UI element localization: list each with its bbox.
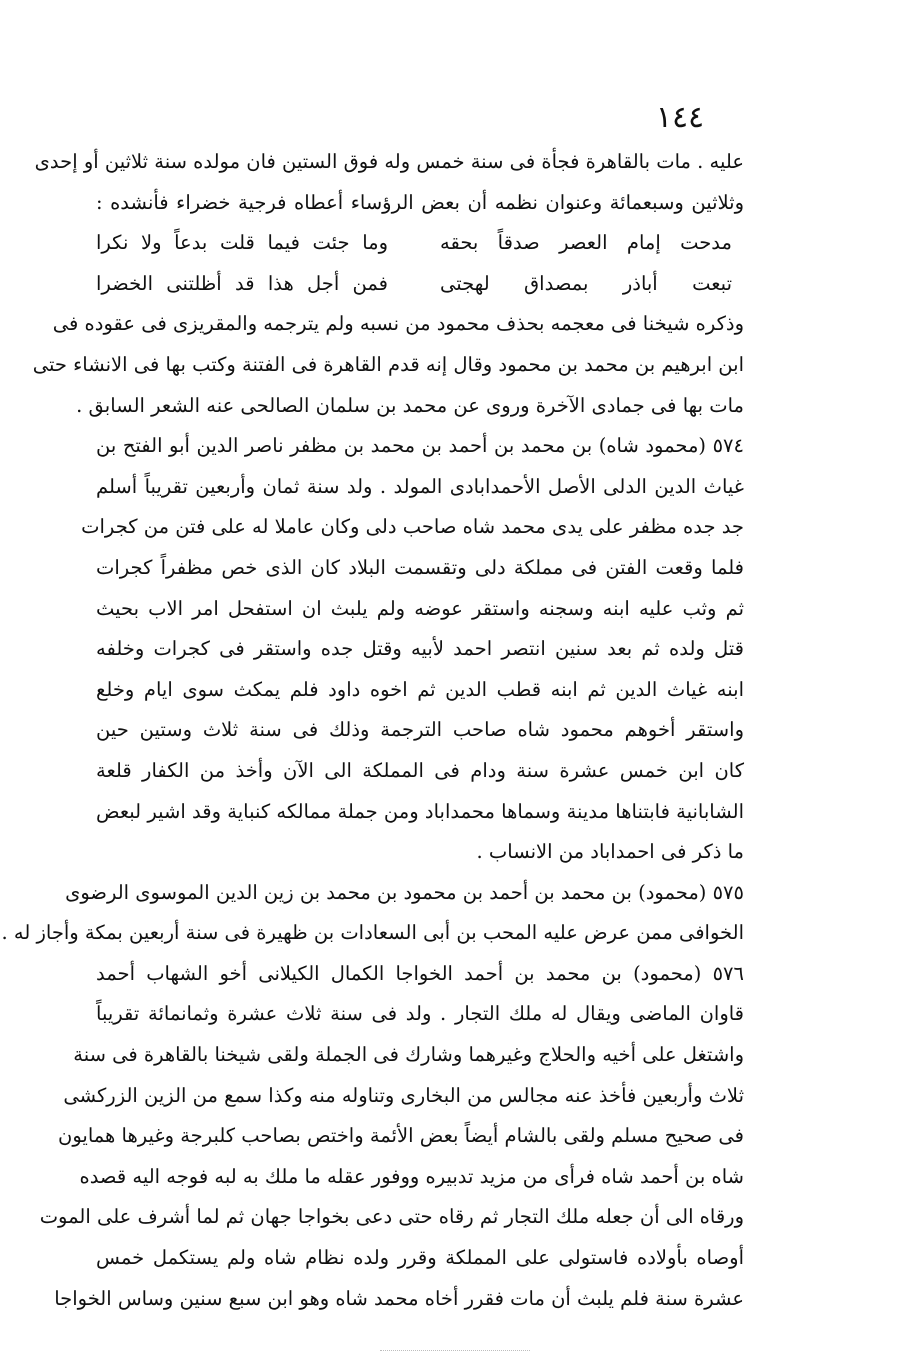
entry-575-heading-line: ٥٧٥ (محمود) بن محمد بن أحمد بن محمود بن محمد بن زين الدين الموسوى الرضوى (65, 880, 744, 904)
text-line-20: الخوافى ممن عرض عليه المحب بن أبى السعادات بن ظهيرة فى سنة أربعين بمكة وأجاز له . (1, 921, 744, 945)
text-line-11: فلما وقعت الفتن فى مملكة دلى وتقسمت البلاد كان الذى خص مظفراً كجرات (96, 555, 744, 579)
text-line-1: عليه . مات بالقاهرة فجأة فى سنة خمس وله فوق الستين فان مولده سنة ثلاثين أو إحدى (34, 150, 744, 173)
text-line-17: الشابانية فابتناها مدينة وسماها محمداباد ومن جملة ممالكه كنباية وقد اشير لبعض (96, 799, 744, 823)
entry-574-heading-line: ٥٧٤ (محمود شاه) بن محمد بن أحمد بن محمد بن مظفر ناصر الدين أبو الفتح بن (96, 434, 744, 458)
verse-2-second-hemistich: فمن أجل هذا قد أظلتنى الخضرا (96, 271, 388, 295)
text-line-6: ابن ابرهيم بن محمد بن محمود وقال إنه قدم القاهرة فى الفتنة وكتب بها فى الانشاء حتى (32, 352, 744, 376)
text-line-15: واستقر أخوهم محمود شاه صاحب الترجمة وذلك فى سنة ثلاث وستين حين (96, 718, 744, 742)
text-line-9: غياث الدين الدلى الأصل الأحمدابادى المولد . ولد سنة ثمان وأربعين تقريباً أسلم (96, 474, 744, 498)
verse-1-second-hemistich: وما جئت فيما قلت بدعاً ولا نكرا (96, 231, 388, 255)
verse-1-first-hemistich: مدحت إمام العصر صدقاً بحقه (440, 231, 732, 255)
text-line-7: مات بها فى جمادى الآخرة وروى عن محمد بن سلمان الصالحى عنه الشعر السابق . (76, 393, 744, 417)
text-line-13: قتل ولده ثم بعد سنين انتصر احمد لأبيه وقتل جده واستقر فى كجرات وخلفه (96, 637, 744, 661)
text-line-2: وثلاثين وسبعمائة وعنوان نظمه أن بعض الرؤساء أعطاه فرجية خضراء فأنشده : (96, 190, 744, 214)
text-line-29: عشرة سنة فلم يلبث أن مات فقرر أخاه محمد شاه وهو ابن سبع سنين وساس الخواجا (54, 1286, 744, 1310)
text-line-18: ما ذكر فى احمداباد من الانساب . (476, 840, 744, 864)
text-line-12: ثم وثب عليه ابنه وسجنه واستقر عوضه ولم يلبث ان استفحل امر الاب بحيث (96, 596, 744, 620)
verse-2-first-hemistich: تبعت أباذر بمصداق لهجتى (440, 271, 732, 295)
text-line-28: أوصاه بأولاده فاستولى على المملكة وقرر ولده نظام شاه ولم يستكمل خمس (96, 1246, 744, 1270)
text-line-22: قاوان الماضى ويقال له ملك التجار . ولد فى سنة ثلاث عشرة وثمانمائة تقريباً (96, 1002, 744, 1026)
text-line-23: واشتغل على أخيه والحلاج وغيرهما وشارك فى الجملة ولقى شيخنا بالقاهرة فى سنة (73, 1043, 744, 1067)
page-number: ١٤٤ (655, 100, 705, 135)
text-line-16: كان ابن خمس عشرة سنة ودام فى المملكة الى الآن وأخذ من الكفار قلعة (96, 758, 744, 782)
text-line-25: فى صحيح مسلم ولقى بالشام أيضاً بعض الأئمة واختص بصاحب كلبرجة وغيرها همايون (58, 1124, 744, 1148)
text-line-14: ابنه غياث الدين ثم ابنه قطب الدين ثم اخوه داود فلم يمكث سوى ايام وخلع (96, 677, 744, 701)
text-line-26: شاه بن أحمد شاه فرأى من مزيد تدبيره ووفور عقله ما ملك به لبه فوجه اليه قصده (79, 1164, 744, 1188)
page-bottom-mark (380, 1350, 530, 1353)
text-line-27: ورقاه الى أن جعله ملك التجار ثم رقاه حتى دعى بخواجا جهان ثم لما أشرف على الموت (39, 1205, 744, 1229)
text-line-24: ثلاث وأربعين فأخذ عنه مجالس من البخارى وتناوله منه وكذا سمع من الزين الزركشى (63, 1083, 744, 1107)
text-line-5: وذكره شيخنا فى معجمه بحذف محمود من نسبه ولم يترجمه والمقريزى فى عقوده فى (52, 312, 744, 336)
text-line-10: جد جده مظفر على يدى محمد شاه صاحب دلى وكان عاملا له على فتن من كجرات (81, 515, 744, 539)
verse-line-1 (96, 223, 744, 264)
text-block (1, 142, 744, 1319)
entry-576-heading-line: ٥٧٦ (محمود) بن محمد بن أحمد الخواجا الكمال الكيلانى أخو الشهاب أحمد (96, 961, 744, 985)
verse-line-2 (96, 264, 744, 305)
